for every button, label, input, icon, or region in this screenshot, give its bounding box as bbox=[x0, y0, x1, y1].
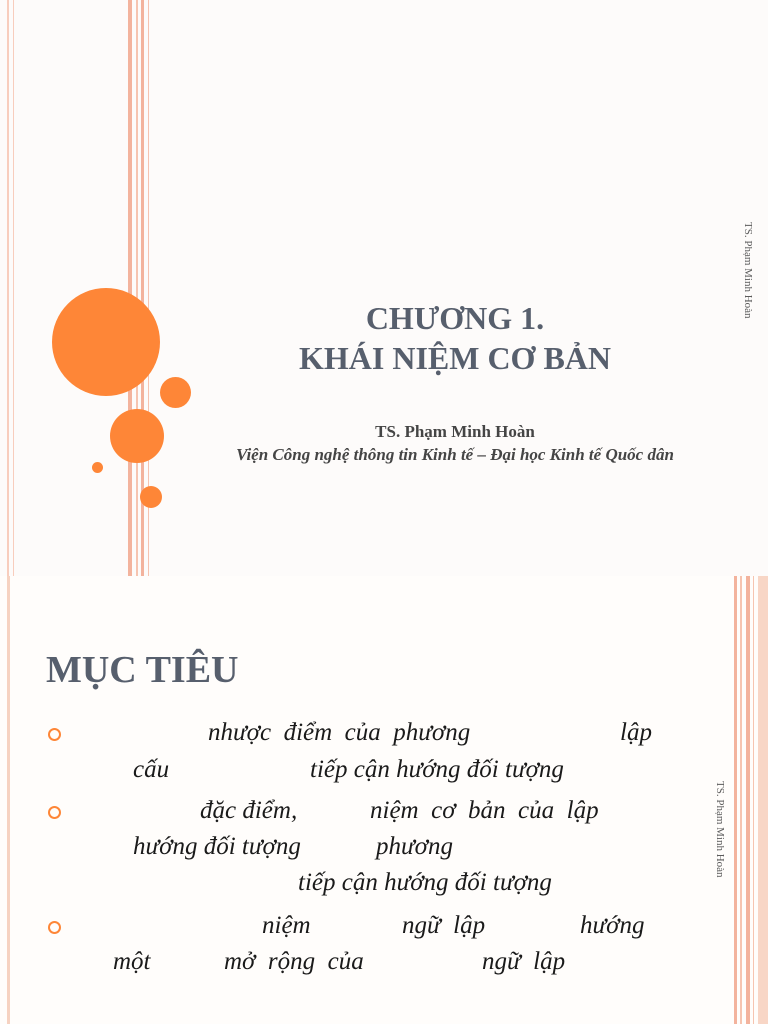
bullet-text: ngữ lập bbox=[482, 948, 566, 975]
slide-title-line1: CHƯƠNG 1. bbox=[365, 300, 545, 336]
bullet-text: đặc điểm, bbox=[200, 797, 298, 824]
slide-title-line2: KHÁI NIỆM CƠ BẢN bbox=[298, 340, 611, 376]
institute-name: Viện Công nghệ thông tin Kinh tế – Đại học Kinh tế Quốc dân bbox=[236, 445, 674, 464]
decor-stripe bbox=[740, 576, 742, 1024]
decor-stripe bbox=[128, 0, 132, 576]
bullet-icon bbox=[48, 806, 61, 819]
bullet-text: ngữ lập bbox=[402, 912, 486, 939]
bullet-text: niệm bbox=[262, 912, 311, 939]
side-author-text: TS. Phạm Minh Hoàn bbox=[714, 781, 726, 878]
bullet-text: một bbox=[113, 948, 151, 975]
bullet-text: lập bbox=[620, 719, 652, 746]
objectives-slide bbox=[0, 576, 768, 1024]
slide-heading: MỤC TIÊU bbox=[46, 649, 239, 691]
decor-stripe bbox=[13, 0, 14, 576]
bullet-text: nhược điểm của phương bbox=[208, 719, 471, 746]
decor-stripe bbox=[136, 0, 138, 576]
bullet-text: tiếp cận hướng đối tượng bbox=[298, 869, 552, 896]
bullet-text: hướng đối tượng bbox=[133, 833, 301, 860]
bullet-text: cấu bbox=[133, 756, 170, 783]
bullet-icon bbox=[48, 728, 61, 741]
decor-circle bbox=[92, 462, 103, 473]
decor-stripe bbox=[734, 576, 737, 1024]
bullet-icon bbox=[48, 921, 61, 934]
side-author-text: TS. Phạm Minh Hoàn bbox=[742, 222, 754, 319]
decor-stripe bbox=[7, 576, 10, 1024]
bullet-text: hướng bbox=[580, 912, 645, 939]
decor-circle bbox=[160, 377, 191, 408]
decor-circle bbox=[110, 409, 164, 463]
author-name: TS. Phạm Minh Hoàn bbox=[375, 422, 535, 441]
decor-circle bbox=[140, 486, 162, 508]
bullet-text: niệm cơ bản của lập bbox=[370, 797, 599, 824]
bullet-text: mở rộng của bbox=[224, 948, 364, 975]
decor-stripe bbox=[753, 576, 754, 1024]
decor-stripe bbox=[746, 576, 750, 1024]
decor-circle bbox=[52, 288, 160, 396]
decor-stripe bbox=[7, 0, 9, 576]
decor-stripe bbox=[758, 576, 768, 1024]
bullet-text: phương bbox=[376, 833, 453, 860]
bullet-text: tiếp cận hướng đối tượng bbox=[310, 756, 564, 783]
